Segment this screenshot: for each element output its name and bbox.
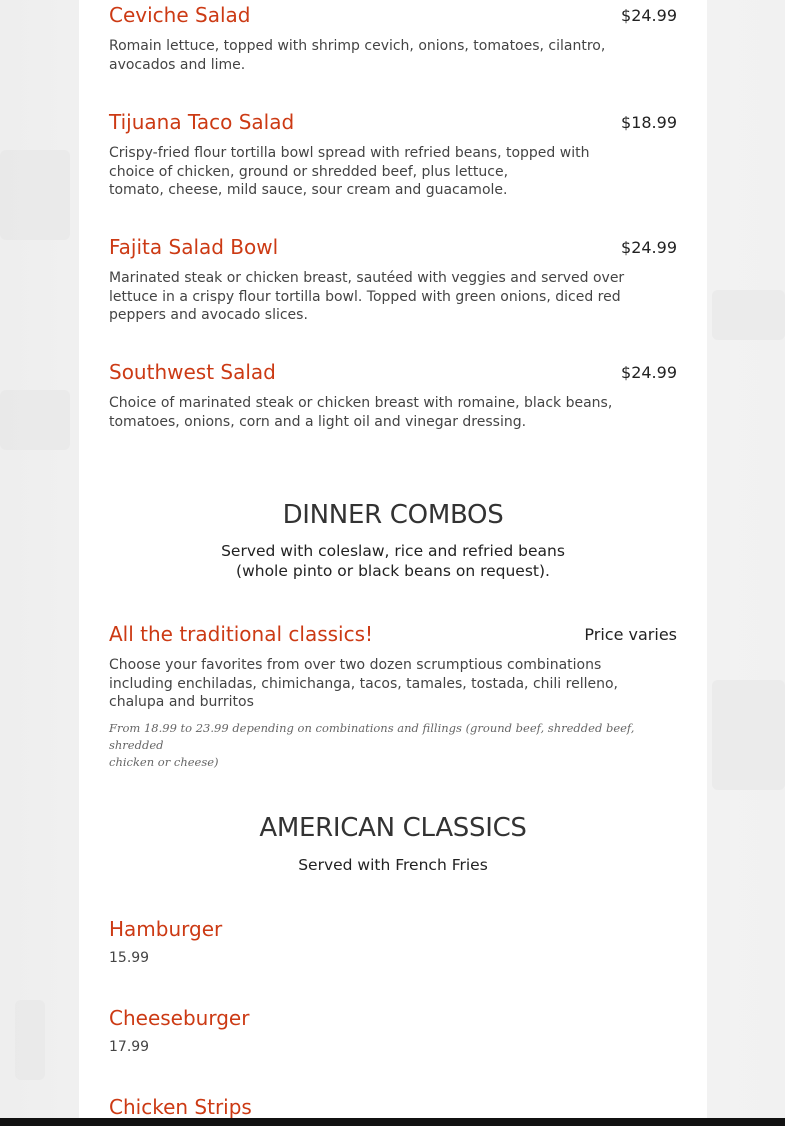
- section-title-dinner-combos: DINNER COMBOS: [282, 500, 504, 530]
- description-line: Marinated steak or chicken breast, sautéed with veggies and served over: [109, 270, 625, 286]
- menu-item-traditional-classics: [109, 622, 677, 769]
- backdrop-blur-shape: [712, 680, 785, 790]
- menu-item-header: [109, 235, 677, 265]
- menu-item-price: $24.99: [621, 238, 677, 257]
- menu-item-price: $24.99: [621, 6, 677, 25]
- menu-item-description: [109, 37, 629, 74]
- menu-item-description: [109, 394, 629, 431]
- note-line: chicken or cheese): [109, 755, 219, 769]
- menu-item-name: Tijuana Taco Salad: [109, 110, 295, 134]
- menu-item-description: [109, 269, 629, 325]
- menu-item-header: [109, 622, 677, 652]
- menu-item-description: [109, 656, 629, 712]
- subtitle-line: Served with coleslaw, rice and refried beans: [221, 542, 565, 560]
- menu-item-header: [109, 110, 677, 140]
- section-title-american-classics: AMERICAN CLASSICS: [259, 813, 527, 843]
- menu-item-header: [109, 360, 677, 390]
- description-line: including enchiladas, chimichanga, tacos, tamales, tostada, chili relleno,: [109, 675, 618, 692]
- menu-item-price: 15.99: [109, 950, 150, 966]
- description-line: tomatoes, onions, corn and a light oil and vinegar dressing.: [109, 413, 527, 430]
- menu-item-name: Ceviche Salad: [109, 3, 251, 27]
- description-line: Crispy-fried flour tortilla bowl spread with refried beans, topped with: [109, 145, 590, 161]
- menu-item-tijuana-taco-salad: [109, 110, 677, 198]
- menu-item-description: [109, 144, 629, 200]
- description-line: Romain lettuce, topped with shrimp cevich, onions, tomatoes, cilantro,: [109, 38, 606, 54]
- menu-item-header: [109, 3, 677, 33]
- menu-item-cheeseburger: [109, 1006, 677, 1055]
- menu-item-fajita-salad-bowl: [109, 235, 677, 323]
- menu-item-name: Cheeseburger: [109, 1006, 250, 1030]
- menu-item-price: $24.99: [621, 363, 677, 382]
- menu-item-name: Southwest Salad: [109, 360, 276, 384]
- section-subtitle: Served with French Fries: [298, 856, 488, 874]
- description-line: choice of chicken, ground or shredded beef, plus lettuce,: [109, 163, 509, 180]
- viewport-bottom-edge: [0, 1118, 785, 1126]
- description-line: Choice of marinated steak or chicken breast with romaine, black beans,: [109, 395, 613, 411]
- subtitle-line: (whole pinto or black beans on request).: [236, 562, 550, 580]
- backdrop-blur-shape: [712, 290, 785, 340]
- menu-item-header: [109, 1095, 677, 1118]
- menu-item-price: 17.99: [109, 1039, 150, 1055]
- menu-item-price: Price varies: [584, 625, 677, 644]
- menu-item-southwest-salad: [109, 360, 677, 430]
- menu-item-name: Hamburger: [109, 917, 223, 941]
- menu-item-header: [109, 917, 677, 947]
- description-line: peppers and avocado slices.: [109, 307, 308, 323]
- menu-item-chicken-strips: [109, 1095, 677, 1118]
- menu-item-name: Fajita Salad Bowl: [109, 235, 279, 259]
- menu-item-header: [109, 1006, 677, 1036]
- backdrop-blur-shape: [0, 150, 70, 240]
- menu-item-price: $18.99: [621, 113, 677, 132]
- pricing-note: [109, 720, 677, 771]
- description-line: lettuce in a crispy flour tortilla bowl. Topped with green onions, diced red: [109, 288, 621, 305]
- section-subtitle: [79, 541, 707, 581]
- description-line: chalupa and burritos: [109, 694, 254, 710]
- menu-item-name: Chicken Strips: [109, 1095, 252, 1118]
- description-line: Choose your favorites from over two dozen scrumptious combinations: [109, 657, 602, 673]
- description-line: tomato, cheese, mild sauce, sour cream and guacamole.: [109, 182, 508, 198]
- note-line: From 18.99 to 23.99 depending on combinations and fillings (ground beef, shredded beef, shredded: [109, 721, 635, 752]
- backdrop-blur-shape: [15, 1000, 45, 1080]
- menu-item-ceviche-salad: [109, 3, 677, 73]
- menu-item-hamburger: [109, 917, 677, 966]
- menu-item-name: All the traditional classics!: [109, 622, 374, 646]
- menu-page: [79, 0, 707, 1118]
- description-line: avocados and lime.: [109, 56, 246, 73]
- backdrop-blur-shape: [0, 390, 70, 450]
